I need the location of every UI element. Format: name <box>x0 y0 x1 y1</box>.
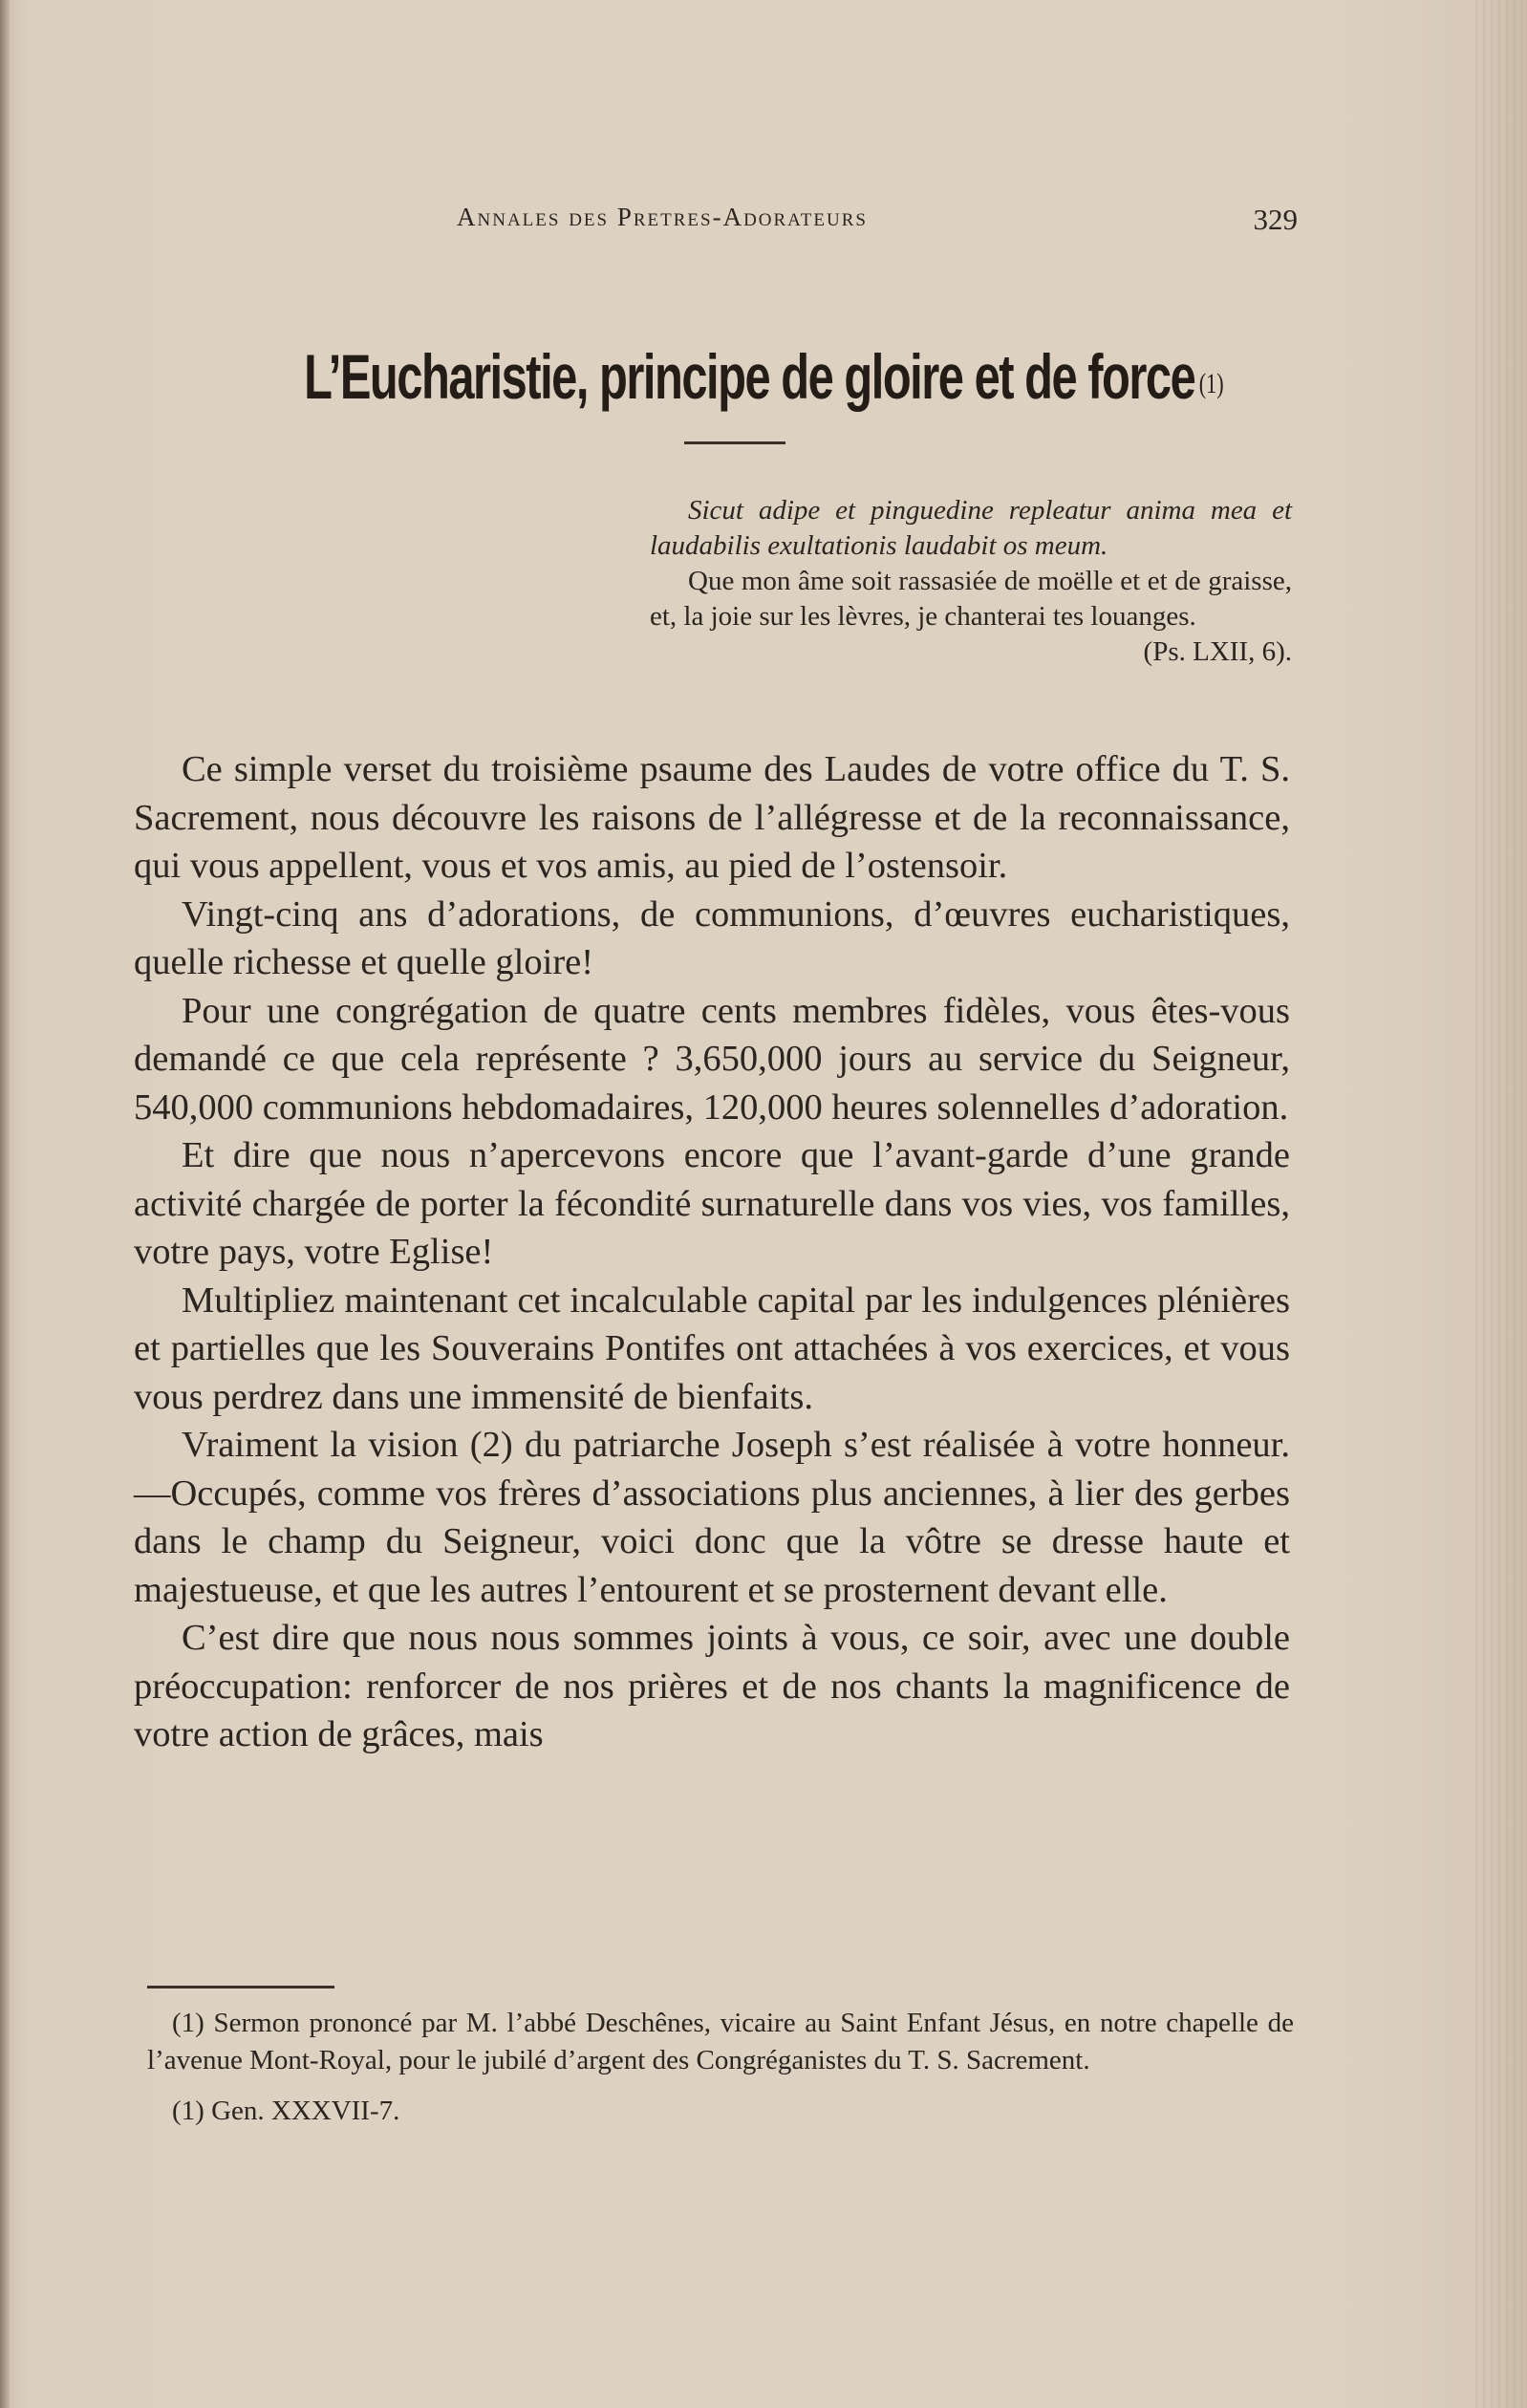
epigraph-french-text: Que mon âme soit rassasiée de moëlle et et de graisse, et, la joie sur les lèvres, je chanterai tes louanges. <box>650 566 1292 632</box>
body-paragraph: Multipliez maintenant cet incalculable capital par les indulgences plénières et partielles que les Souverains Pontifes ont attachées à vos exercices, et vous vous perdrez dans une immensité de bienfaits. <box>134 1279 1290 1417</box>
footnotes <box>147 2005 1294 2143</box>
epigraph-reference: (Ps. LXII, 6). <box>1143 636 1292 667</box>
article-title-block <box>0 340 1527 413</box>
title-divider <box>684 441 785 444</box>
running-title: Annales des Pretres-Adorateurs <box>457 203 868 231</box>
epigraph-reference-line <box>650 634 1292 670</box>
footnote-divider <box>147 1986 334 1989</box>
body-paragraph: Pour une congrégation de quatre cents membres fidèles, vous êtes-vous demandé ce que cela représente ? 3,650,000 jours au service du Seigneur, 540,000 communions hebdomadaires, 120,000 heures solennelles d’adoration. <box>134 990 1290 1128</box>
body-paragraph: Vingt-cinq ans d’adorations, de communions, d’œuvres eucharistiques, quelle richesse et quelle gloire! <box>134 893 1290 982</box>
epigraph <box>650 493 1292 670</box>
footnote: (1) Gen. XXXVII-7. <box>172 2096 400 2126</box>
epigraph-french <box>650 564 1292 634</box>
body-paragraph: Vraiment la vision (2) du patriarche Joseph s’est réalisée à votre honneur.—Occupés, comme vos frères d’associations plus anciennes, à lier des gerbes dans le champ du Seigneur, voici donc que la vôtre se dresse haute et majestueuse, et que les autres l’entourent et se prosternent devant elle. <box>134 1425 1290 1610</box>
epigraph-latin: Sicut adipe et pinguedine repleatur anima mea et laudabilis exultationis laudabit os meum. <box>650 495 1292 561</box>
footnote: (1) Sermon prononcé par M. l’abbé Deschênes, vicaire au Saint Enfant Jésus, en notre chapelle de l’avenue Mont-Royal, pour le jubilé d’argent des Congréganistes du T. S. Sacrement. <box>147 2008 1294 2075</box>
page-number: 329 <box>1253 203 1298 236</box>
article-title <box>304 340 1224 413</box>
article-title-text: L’Eucharistie, principe de gloire et de force <box>303 341 1194 412</box>
body-paragraph: Et dire que nous n’apercevons encore que l’avant-garde d’une grande activité chargée de porter la fécondité surnaturelle dans vos vies, vos familles, votre pays, votre Eglise! <box>134 1135 1290 1272</box>
running-header <box>457 203 1298 241</box>
body-paragraph: Ce simple verset du troisième psaume des Laudes de votre office du T. S. Sacrement, nous découvre les raisons de l’allégresse et de la reconnaissance, qui vous appellent, vous et vos amis, au pied de l’ostensoir. <box>134 749 1290 886</box>
body-paragraph: C’est dire que nous nous sommes joints à vous, ce soir, avec une double préoccupation: renforcer de nos prières et de nos chants la magnificence de votre action de grâces, mais <box>134 1618 1290 1754</box>
article-body <box>134 745 1290 1759</box>
title-footnote-marker: (1) <box>1198 368 1224 399</box>
